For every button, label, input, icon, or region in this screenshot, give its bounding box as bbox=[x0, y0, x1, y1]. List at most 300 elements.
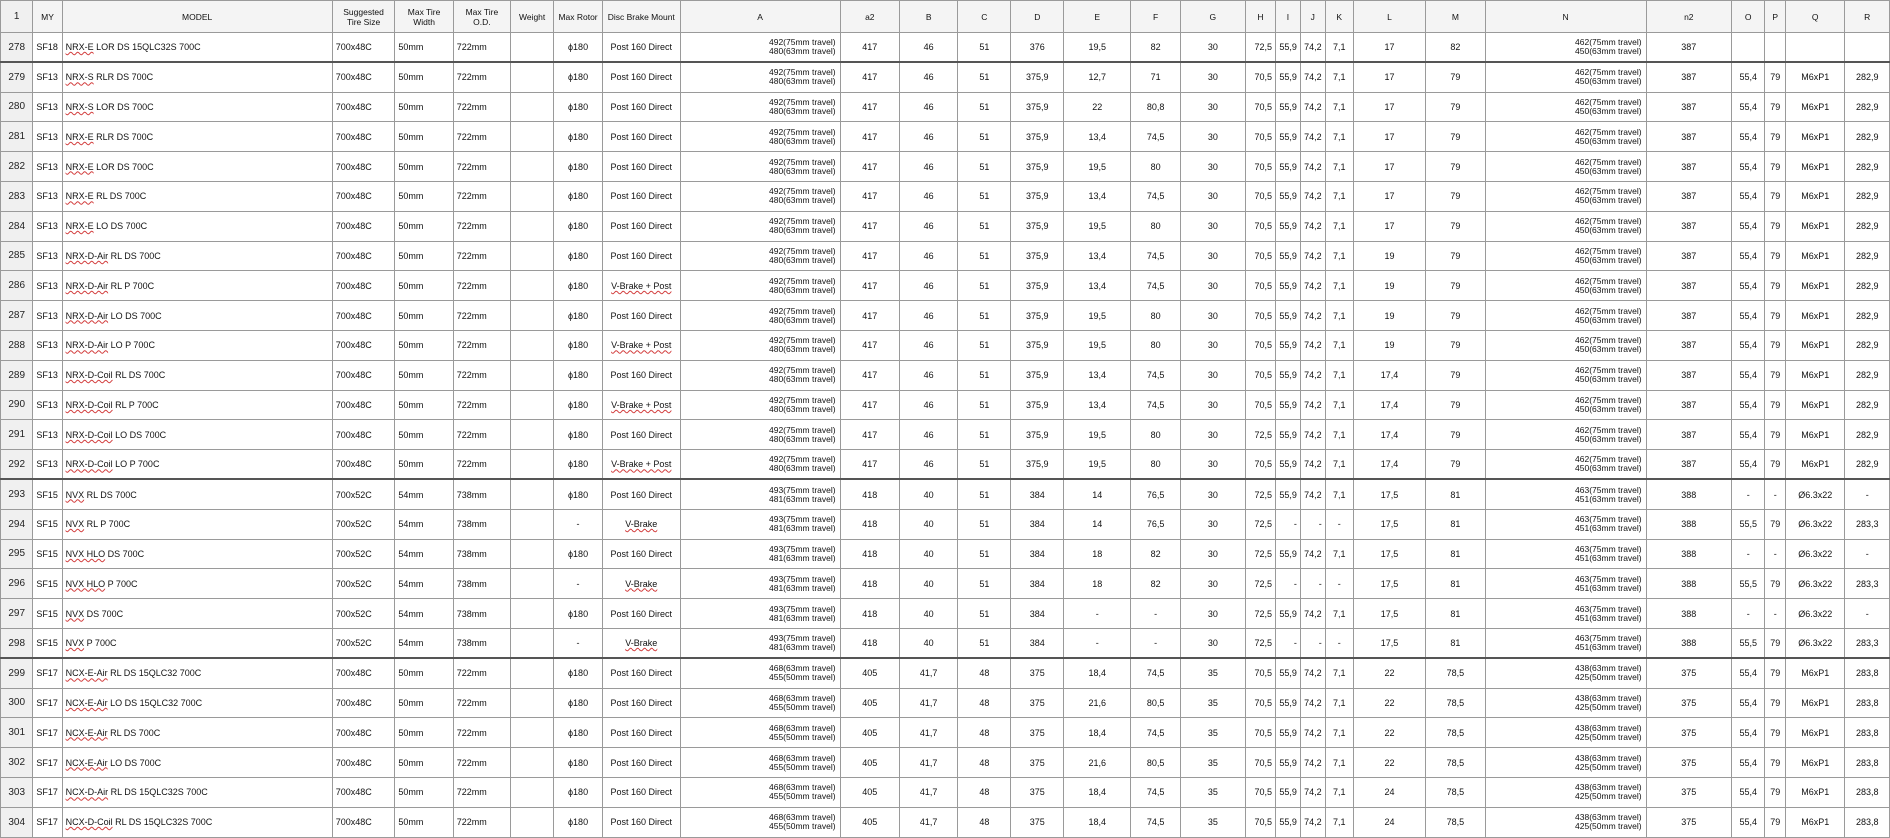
cell-c[interactable]: 51 bbox=[958, 628, 1011, 658]
cell-p[interactable]: 79 bbox=[1765, 450, 1786, 480]
cell-model[interactable] bbox=[62, 301, 332, 331]
cell-i[interactable]: 55,9 bbox=[1276, 807, 1301, 837]
cell-tire-width[interactable]: 50mm bbox=[395, 748, 453, 778]
cell-q[interactable]: M6xP1 bbox=[1786, 301, 1845, 331]
cell-j[interactable]: 74,2 bbox=[1300, 748, 1325, 778]
cell-h[interactable]: 72,5 bbox=[1245, 539, 1275, 569]
cell-mount[interactable] bbox=[602, 658, 680, 688]
cell-o[interactable]: 55,4 bbox=[1731, 688, 1765, 718]
cell-my[interactable]: SF13 bbox=[33, 241, 62, 271]
cell-m[interactable]: 81 bbox=[1426, 628, 1485, 658]
cell-tire-od[interactable]: 722mm bbox=[453, 360, 510, 390]
cell-q[interactable]: Ø6.3x22 bbox=[1786, 509, 1845, 539]
column-header-rotor[interactable]: Max Rotor bbox=[554, 1, 603, 33]
cell-e[interactable]: 13,4 bbox=[1064, 271, 1131, 301]
cell-h[interactable]: 70,5 bbox=[1245, 330, 1275, 360]
cell-d[interactable]: 375,9 bbox=[1011, 301, 1064, 331]
cell-f[interactable]: 80,5 bbox=[1131, 748, 1181, 778]
cell-weight[interactable] bbox=[511, 360, 554, 390]
cell-mount[interactable] bbox=[602, 33, 680, 63]
cell-weight[interactable] bbox=[511, 181, 554, 211]
cell-r[interactable]: 283,3 bbox=[1845, 509, 1890, 539]
cell-b[interactable]: 46 bbox=[900, 33, 958, 63]
cell-h[interactable]: 70,5 bbox=[1245, 777, 1275, 807]
cell-g[interactable]: 30 bbox=[1180, 211, 1245, 241]
cell-m[interactable]: 79 bbox=[1426, 420, 1485, 450]
cell-c[interactable]: 51 bbox=[958, 569, 1011, 599]
row-number[interactable]: 299 bbox=[1, 658, 33, 688]
cell-tire-width[interactable]: 54mm bbox=[395, 539, 453, 569]
cell-a[interactable] bbox=[680, 599, 840, 629]
cell-a[interactable] bbox=[680, 33, 840, 63]
cell-r[interactable]: 283,3 bbox=[1845, 628, 1890, 658]
cell-tire-size[interactable]: 700x48C bbox=[332, 420, 395, 450]
cell-q[interactable]: Ø6.3x22 bbox=[1786, 628, 1845, 658]
cell-a2[interactable]: 418 bbox=[840, 569, 899, 599]
cell-tire-size[interactable]: 700x52C bbox=[332, 539, 395, 569]
cell-tire-od[interactable]: 738mm bbox=[453, 628, 510, 658]
cell-model[interactable] bbox=[62, 718, 332, 748]
cell-l[interactable]: 17,4 bbox=[1353, 360, 1425, 390]
cell-e[interactable]: 19,5 bbox=[1064, 330, 1131, 360]
cell-d[interactable]: 375,9 bbox=[1011, 360, 1064, 390]
cell-k[interactable]: 7,1 bbox=[1325, 479, 1353, 509]
column-header-l[interactable]: L bbox=[1353, 1, 1425, 33]
cell-tire-width[interactable]: 50mm bbox=[395, 62, 453, 92]
cell-e[interactable]: 18 bbox=[1064, 569, 1131, 599]
cell-rotor[interactable]: ϕ180 bbox=[554, 330, 603, 360]
cell-j[interactable]: 74,2 bbox=[1300, 390, 1325, 420]
cell-tire-size[interactable]: 700x48C bbox=[332, 33, 395, 63]
cell-d[interactable]: 375,9 bbox=[1011, 390, 1064, 420]
cell-mount[interactable] bbox=[602, 152, 680, 182]
corner-cell[interactable]: 1 bbox=[1, 1, 33, 33]
cell-m[interactable]: 79 bbox=[1426, 450, 1485, 480]
cell-r[interactable]: 283,8 bbox=[1845, 748, 1890, 778]
column-header-k[interactable]: K bbox=[1325, 1, 1353, 33]
cell-tire-width[interactable]: 50mm bbox=[395, 241, 453, 271]
cell-mount[interactable] bbox=[602, 748, 680, 778]
cell-weight[interactable] bbox=[511, 420, 554, 450]
cell-model[interactable] bbox=[62, 241, 332, 271]
cell-m[interactable]: 79 bbox=[1426, 271, 1485, 301]
cell-h[interactable]: 70,5 bbox=[1245, 152, 1275, 182]
cell-f[interactable]: 80 bbox=[1131, 420, 1181, 450]
cell-n2[interactable]: 388 bbox=[1646, 599, 1731, 629]
cell-b[interactable]: 46 bbox=[900, 360, 958, 390]
cell-weight[interactable] bbox=[511, 569, 554, 599]
cell-tire-size[interactable]: 700x48C bbox=[332, 658, 395, 688]
cell-k[interactable]: 7,1 bbox=[1325, 241, 1353, 271]
cell-k[interactable]: 7,1 bbox=[1325, 330, 1353, 360]
cell-tire-width[interactable]: 50mm bbox=[395, 92, 453, 122]
column-header-q[interactable]: Q bbox=[1786, 1, 1845, 33]
cell-model[interactable] bbox=[62, 509, 332, 539]
cell-r[interactable]: - bbox=[1845, 479, 1890, 509]
cell-j[interactable]: 74,2 bbox=[1300, 92, 1325, 122]
cell-j[interactable]: 74,2 bbox=[1300, 658, 1325, 688]
cell-f[interactable]: 74,5 bbox=[1131, 181, 1181, 211]
cell-q[interactable]: Ø6.3x22 bbox=[1786, 569, 1845, 599]
cell-b[interactable]: 46 bbox=[900, 330, 958, 360]
cell-r[interactable]: 282,9 bbox=[1845, 62, 1890, 92]
cell-my[interactable]: SF13 bbox=[33, 122, 62, 152]
cell-l[interactable]: 17,5 bbox=[1353, 479, 1425, 509]
cell-r[interactable]: 283,8 bbox=[1845, 807, 1890, 837]
cell-b[interactable]: 46 bbox=[900, 301, 958, 331]
cell-n2[interactable]: 387 bbox=[1646, 301, 1731, 331]
cell-g[interactable]: 30 bbox=[1180, 450, 1245, 480]
cell-h[interactable]: 70,5 bbox=[1245, 748, 1275, 778]
cell-tire-width[interactable]: 50mm bbox=[395, 688, 453, 718]
cell-l[interactable]: 17 bbox=[1353, 122, 1425, 152]
cell-d[interactable]: 375,9 bbox=[1011, 450, 1064, 480]
cell-l[interactable]: 22 bbox=[1353, 688, 1425, 718]
cell-k[interactable]: 7,1 bbox=[1325, 390, 1353, 420]
cell-c[interactable]: 51 bbox=[958, 181, 1011, 211]
row-number[interactable]: 281 bbox=[1, 122, 33, 152]
cell-i[interactable]: 55,9 bbox=[1276, 450, 1301, 480]
cell-o[interactable]: 55,5 bbox=[1731, 509, 1765, 539]
cell-m[interactable]: 79 bbox=[1426, 62, 1485, 92]
cell-model[interactable] bbox=[62, 62, 332, 92]
cell-b[interactable]: 46 bbox=[900, 62, 958, 92]
cell-i[interactable]: - bbox=[1276, 509, 1301, 539]
cell-a2[interactable]: 418 bbox=[840, 628, 899, 658]
cell-g[interactable]: 35 bbox=[1180, 777, 1245, 807]
cell-n2[interactable]: 387 bbox=[1646, 152, 1731, 182]
cell-tire-size[interactable]: 700x48C bbox=[332, 152, 395, 182]
cell-j[interactable]: 74,2 bbox=[1300, 777, 1325, 807]
cell-tire-od[interactable]: 722mm bbox=[453, 122, 510, 152]
row-number[interactable]: 304 bbox=[1, 807, 33, 837]
cell-model[interactable] bbox=[62, 539, 332, 569]
cell-e[interactable]: 21,6 bbox=[1064, 748, 1131, 778]
cell-n[interactable] bbox=[1485, 658, 1646, 688]
cell-tire-width[interactable]: 50mm bbox=[395, 33, 453, 63]
cell-o[interactable]: 55,5 bbox=[1731, 628, 1765, 658]
cell-c[interactable]: 48 bbox=[958, 688, 1011, 718]
cell-o[interactable]: 55,4 bbox=[1731, 330, 1765, 360]
cell-tire-od[interactable]: 738mm bbox=[453, 569, 510, 599]
cell-h[interactable]: 70,5 bbox=[1245, 718, 1275, 748]
cell-f[interactable]: 74,5 bbox=[1131, 241, 1181, 271]
cell-n2[interactable]: 388 bbox=[1646, 539, 1731, 569]
cell-e[interactable]: 13,4 bbox=[1064, 360, 1131, 390]
cell-m[interactable]: 78,5 bbox=[1426, 718, 1485, 748]
cell-a[interactable] bbox=[680, 688, 840, 718]
cell-my[interactable]: SF13 bbox=[33, 450, 62, 480]
cell-n2[interactable]: 387 bbox=[1646, 122, 1731, 152]
cell-i[interactable]: 55,9 bbox=[1276, 122, 1301, 152]
cell-b[interactable]: 46 bbox=[900, 271, 958, 301]
cell-k[interactable]: 7,1 bbox=[1325, 92, 1353, 122]
cell-j[interactable]: 74,2 bbox=[1300, 807, 1325, 837]
cell-h[interactable]: 70,5 bbox=[1245, 241, 1275, 271]
cell-tire-size[interactable]: 700x48C bbox=[332, 330, 395, 360]
cell-e[interactable]: 18,4 bbox=[1064, 777, 1131, 807]
cell-n2[interactable]: 387 bbox=[1646, 360, 1731, 390]
cell-a[interactable] bbox=[680, 509, 840, 539]
cell-b[interactable]: 41,7 bbox=[900, 658, 958, 688]
cell-g[interactable]: 35 bbox=[1180, 718, 1245, 748]
cell-r[interactable]: 282,9 bbox=[1845, 152, 1890, 182]
cell-r[interactable]: 283,8 bbox=[1845, 777, 1890, 807]
cell-d[interactable]: 384 bbox=[1011, 509, 1064, 539]
cell-r[interactable]: 282,9 bbox=[1845, 241, 1890, 271]
cell-mount[interactable] bbox=[602, 509, 680, 539]
cell-weight[interactable] bbox=[511, 211, 554, 241]
column-header-weight[interactable]: Weight bbox=[511, 1, 554, 33]
cell-d[interactable]: 384 bbox=[1011, 479, 1064, 509]
cell-rotor[interactable]: ϕ180 bbox=[554, 718, 603, 748]
cell-a2[interactable]: 417 bbox=[840, 420, 899, 450]
row-number[interactable]: 283 bbox=[1, 181, 33, 211]
cell-weight[interactable] bbox=[511, 688, 554, 718]
row-number[interactable]: 301 bbox=[1, 718, 33, 748]
cell-l[interactable]: 19 bbox=[1353, 271, 1425, 301]
cell-l[interactable]: 24 bbox=[1353, 777, 1425, 807]
cell-model[interactable] bbox=[62, 33, 332, 63]
cell-r[interactable]: 283,8 bbox=[1845, 658, 1890, 688]
cell-i[interactable]: 55,9 bbox=[1276, 539, 1301, 569]
cell-a[interactable] bbox=[680, 807, 840, 837]
row-number[interactable]: 302 bbox=[1, 748, 33, 778]
cell-a2[interactable]: 417 bbox=[840, 122, 899, 152]
cell-i[interactable]: 55,9 bbox=[1276, 271, 1301, 301]
cell-j[interactable]: 74,2 bbox=[1300, 420, 1325, 450]
cell-my[interactable]: SF13 bbox=[33, 92, 62, 122]
cell-e[interactable]: 22 bbox=[1064, 92, 1131, 122]
cell-h[interactable]: 72,5 bbox=[1245, 33, 1275, 63]
cell-l[interactable]: 17 bbox=[1353, 152, 1425, 182]
cell-weight[interactable] bbox=[511, 748, 554, 778]
cell-e[interactable]: - bbox=[1064, 628, 1131, 658]
cell-tire-width[interactable]: 50mm bbox=[395, 181, 453, 211]
cell-g[interactable]: 35 bbox=[1180, 748, 1245, 778]
cell-f[interactable]: 74,5 bbox=[1131, 777, 1181, 807]
cell-model[interactable] bbox=[62, 122, 332, 152]
cell-m[interactable]: 81 bbox=[1426, 599, 1485, 629]
cell-c[interactable]: 51 bbox=[958, 152, 1011, 182]
cell-tire-od[interactable]: 722mm bbox=[453, 807, 510, 837]
cell-o[interactable]: 55,4 bbox=[1731, 450, 1765, 480]
cell-mount[interactable] bbox=[602, 92, 680, 122]
cell-c[interactable]: 51 bbox=[958, 360, 1011, 390]
cell-my[interactable]: SF17 bbox=[33, 688, 62, 718]
cell-m[interactable]: 78,5 bbox=[1426, 748, 1485, 778]
cell-j[interactable]: 74,2 bbox=[1300, 33, 1325, 63]
cell-model[interactable] bbox=[62, 152, 332, 182]
cell-a2[interactable]: 417 bbox=[840, 152, 899, 182]
cell-g[interactable]: 30 bbox=[1180, 122, 1245, 152]
cell-model[interactable] bbox=[62, 360, 332, 390]
cell-h[interactable]: 72,5 bbox=[1245, 479, 1275, 509]
cell-my[interactable]: SF13 bbox=[33, 181, 62, 211]
cell-f[interactable]: 80 bbox=[1131, 211, 1181, 241]
cell-n2[interactable]: 388 bbox=[1646, 628, 1731, 658]
cell-my[interactable]: SF15 bbox=[33, 479, 62, 509]
cell-k[interactable]: - bbox=[1325, 628, 1353, 658]
cell-mount[interactable] bbox=[602, 807, 680, 837]
cell-tire-size[interactable]: 700x48C bbox=[332, 360, 395, 390]
cell-q[interactable]: M6xP1 bbox=[1786, 777, 1845, 807]
cell-d[interactable]: 384 bbox=[1011, 599, 1064, 629]
cell-c[interactable]: 51 bbox=[958, 211, 1011, 241]
cell-q[interactable]: M6xP1 bbox=[1786, 330, 1845, 360]
cell-n2[interactable]: 375 bbox=[1646, 777, 1731, 807]
cell-g[interactable]: 35 bbox=[1180, 658, 1245, 688]
cell-tire-width[interactable]: 50mm bbox=[395, 122, 453, 152]
cell-h[interactable]: 70,5 bbox=[1245, 211, 1275, 241]
cell-n[interactable] bbox=[1485, 479, 1646, 509]
cell-f[interactable]: 74,5 bbox=[1131, 718, 1181, 748]
cell-c[interactable]: 48 bbox=[958, 748, 1011, 778]
cell-e[interactable]: 19,5 bbox=[1064, 450, 1131, 480]
cell-c[interactable]: 51 bbox=[958, 599, 1011, 629]
cell-d[interactable]: 375,9 bbox=[1011, 330, 1064, 360]
cell-n[interactable] bbox=[1485, 807, 1646, 837]
cell-f[interactable]: 82 bbox=[1131, 569, 1181, 599]
cell-j[interactable]: 74,2 bbox=[1300, 301, 1325, 331]
cell-f[interactable]: 74,5 bbox=[1131, 807, 1181, 837]
cell-mount[interactable] bbox=[602, 688, 680, 718]
cell-i[interactable]: 55,9 bbox=[1276, 92, 1301, 122]
cell-a[interactable] bbox=[680, 211, 840, 241]
cell-k[interactable]: 7,1 bbox=[1325, 271, 1353, 301]
cell-o[interactable]: 55,4 bbox=[1731, 718, 1765, 748]
column-header-a2[interactable]: a2 bbox=[840, 1, 899, 33]
cell-c[interactable]: 51 bbox=[958, 420, 1011, 450]
cell-p[interactable]: 79 bbox=[1765, 807, 1786, 837]
cell-n2[interactable]: 387 bbox=[1646, 62, 1731, 92]
cell-a2[interactable]: 405 bbox=[840, 748, 899, 778]
cell-a2[interactable]: 417 bbox=[840, 330, 899, 360]
cell-tire-width[interactable]: 54mm bbox=[395, 628, 453, 658]
cell-n[interactable] bbox=[1485, 748, 1646, 778]
cell-m[interactable]: 79 bbox=[1426, 152, 1485, 182]
column-header-tire-size[interactable]: Suggested Tire Size bbox=[332, 1, 395, 33]
cell-tire-od[interactable]: 738mm bbox=[453, 479, 510, 509]
cell-n[interactable] bbox=[1485, 360, 1646, 390]
cell-h[interactable]: 70,5 bbox=[1245, 390, 1275, 420]
row-number[interactable]: 296 bbox=[1, 569, 33, 599]
cell-tire-width[interactable]: 50mm bbox=[395, 450, 453, 480]
cell-a2[interactable]: 417 bbox=[840, 390, 899, 420]
cell-r[interactable]: 282,9 bbox=[1845, 301, 1890, 331]
cell-p[interactable]: 79 bbox=[1765, 122, 1786, 152]
cell-mount[interactable] bbox=[602, 628, 680, 658]
row-number[interactable]: 287 bbox=[1, 301, 33, 331]
cell-a2[interactable]: 418 bbox=[840, 479, 899, 509]
cell-weight[interactable] bbox=[511, 599, 554, 629]
cell-tire-width[interactable]: 50mm bbox=[395, 360, 453, 390]
cell-f[interactable]: 80,5 bbox=[1131, 688, 1181, 718]
cell-q[interactable]: M6xP1 bbox=[1786, 390, 1845, 420]
cell-e[interactable]: 13,4 bbox=[1064, 181, 1131, 211]
column-header-n2[interactable]: n2 bbox=[1646, 1, 1731, 33]
row-number[interactable]: 289 bbox=[1, 360, 33, 390]
cell-tire-width[interactable]: 50mm bbox=[395, 390, 453, 420]
cell-rotor[interactable]: ϕ180 bbox=[554, 479, 603, 509]
cell-d[interactable]: 384 bbox=[1011, 539, 1064, 569]
cell-a2[interactable]: 418 bbox=[840, 509, 899, 539]
cell-tire-width[interactable]: 50mm bbox=[395, 718, 453, 748]
cell-rotor[interactable]: - bbox=[554, 569, 603, 599]
column-header-model[interactable]: MODEL bbox=[62, 1, 332, 33]
cell-tire-width[interactable]: 50mm bbox=[395, 807, 453, 837]
cell-q[interactable]: M6xP1 bbox=[1786, 450, 1845, 480]
column-header-n[interactable]: N bbox=[1485, 1, 1646, 33]
cell-rotor[interactable]: ϕ180 bbox=[554, 181, 603, 211]
cell-h[interactable]: 70,5 bbox=[1245, 807, 1275, 837]
cell-k[interactable]: 7,1 bbox=[1325, 807, 1353, 837]
cell-l[interactable]: 22 bbox=[1353, 658, 1425, 688]
cell-c[interactable]: 51 bbox=[958, 330, 1011, 360]
cell-b[interactable]: 41,7 bbox=[900, 748, 958, 778]
cell-k[interactable]: 7,1 bbox=[1325, 450, 1353, 480]
cell-tire-width[interactable]: 54mm bbox=[395, 599, 453, 629]
cell-c[interactable]: 48 bbox=[958, 777, 1011, 807]
cell-g[interactable]: 30 bbox=[1180, 390, 1245, 420]
cell-f[interactable]: 80 bbox=[1131, 152, 1181, 182]
cell-a[interactable] bbox=[680, 62, 840, 92]
cell-m[interactable]: 78,5 bbox=[1426, 807, 1485, 837]
cell-my[interactable]: SF17 bbox=[33, 658, 62, 688]
cell-m[interactable]: 79 bbox=[1426, 241, 1485, 271]
cell-k[interactable]: - bbox=[1325, 509, 1353, 539]
cell-h[interactable]: 70,5 bbox=[1245, 62, 1275, 92]
cell-l[interactable]: 17,4 bbox=[1353, 420, 1425, 450]
cell-n[interactable] bbox=[1485, 301, 1646, 331]
cell-o[interactable]: 55,4 bbox=[1731, 360, 1765, 390]
cell-b[interactable]: 41,7 bbox=[900, 777, 958, 807]
cell-weight[interactable] bbox=[511, 122, 554, 152]
cell-f[interactable]: - bbox=[1131, 628, 1181, 658]
cell-model[interactable] bbox=[62, 479, 332, 509]
row-number[interactable]: 303 bbox=[1, 777, 33, 807]
cell-g[interactable]: 30 bbox=[1180, 301, 1245, 331]
cell-l[interactable]: 17,4 bbox=[1353, 450, 1425, 480]
cell-i[interactable]: 55,9 bbox=[1276, 479, 1301, 509]
row-number[interactable]: 291 bbox=[1, 420, 33, 450]
column-header-h[interactable]: H bbox=[1245, 1, 1275, 33]
cell-p[interactable]: 79 bbox=[1765, 509, 1786, 539]
cell-e[interactable]: 19,5 bbox=[1064, 211, 1131, 241]
cell-p[interactable]: 79 bbox=[1765, 62, 1786, 92]
cell-l[interactable]: 17 bbox=[1353, 33, 1425, 63]
cell-f[interactable]: 80 bbox=[1131, 330, 1181, 360]
cell-rotor[interactable]: ϕ180 bbox=[554, 92, 603, 122]
cell-weight[interactable] bbox=[511, 390, 554, 420]
cell-rotor[interactable]: ϕ180 bbox=[554, 807, 603, 837]
cell-b[interactable]: 41,7 bbox=[900, 688, 958, 718]
cell-i[interactable]: 55,9 bbox=[1276, 62, 1301, 92]
cell-j[interactable]: 74,2 bbox=[1300, 122, 1325, 152]
cell-o[interactable]: 55,4 bbox=[1731, 152, 1765, 182]
cell-m[interactable]: 79 bbox=[1426, 330, 1485, 360]
cell-my[interactable]: SF15 bbox=[33, 509, 62, 539]
cell-n2[interactable]: 388 bbox=[1646, 569, 1731, 599]
cell-my[interactable]: SF13 bbox=[33, 420, 62, 450]
cell-d[interactable]: 375,9 bbox=[1011, 122, 1064, 152]
column-header-p[interactable]: P bbox=[1765, 1, 1786, 33]
cell-my[interactable]: SF17 bbox=[33, 718, 62, 748]
cell-a[interactable] bbox=[680, 241, 840, 271]
cell-a2[interactable]: 405 bbox=[840, 658, 899, 688]
cell-mount[interactable] bbox=[602, 777, 680, 807]
cell-a2[interactable]: 418 bbox=[840, 599, 899, 629]
